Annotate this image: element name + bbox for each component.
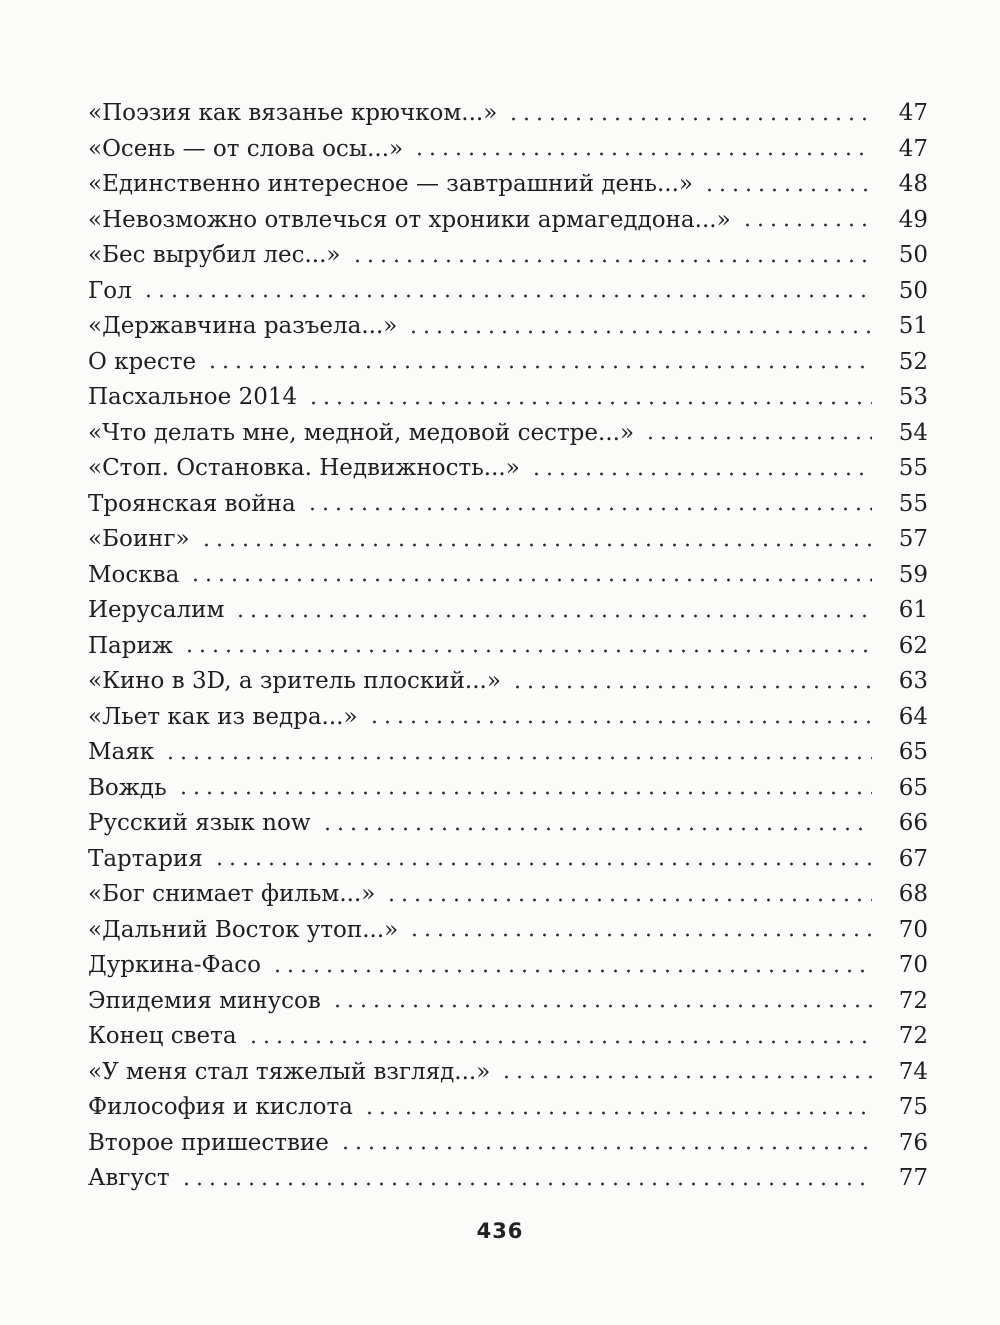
toc-entry — [88, 984, 928, 1020]
toc-entry-page: 51 — [898, 313, 928, 339]
toc-entry-title: «Что делать мне, медной, медовой сестре...» — [88, 419, 635, 446]
toc-entry-title: «Бес вырубил лес...» — [88, 242, 341, 268]
page-number: 436 — [476, 1219, 524, 1243]
toc-entry-title: «Боинг» — [88, 526, 190, 552]
toc-entry — [88, 238, 928, 274]
toc-entry-title: Иерусалим — [88, 597, 225, 623]
toc-entry-title: «Единственно интересное — завтрашний день...» — [88, 171, 693, 197]
toc-entry-title: «У меня стал тяжелый взгляд...» — [88, 1058, 491, 1085]
toc-entry — [88, 842, 928, 878]
dot-leader — [339, 1146, 872, 1150]
toc-entry-page: 47 — [898, 135, 928, 162]
toc-entry — [88, 132, 928, 168]
dot-leader — [408, 933, 872, 937]
toc-entry-page: 50 — [898, 277, 928, 304]
toc-entry-page: 74 — [898, 1058, 928, 1085]
toc-entry-title: Пасхальное 2014 — [88, 384, 298, 410]
toc-entry-page: 54 — [898, 419, 928, 446]
toc-entry-page: 68 — [898, 881, 928, 907]
toc-entry-page: 61 — [898, 597, 928, 623]
toc-entry-title: Второе пришествие — [88, 1129, 329, 1156]
toc-entry-title: «Державчина разъела...» — [88, 313, 398, 339]
toc-entry-page: 50 — [898, 242, 928, 268]
toc-entry-page: 47 — [898, 100, 928, 126]
dot-leader — [234, 614, 872, 618]
dot-leader — [703, 188, 872, 192]
dot-leader — [306, 507, 872, 511]
toc-entry-title: «Бог снимает фильм...» — [88, 881, 376, 907]
dot-leader — [200, 543, 872, 547]
toc-entry-title: Вождь — [88, 774, 167, 801]
toc-entry — [88, 203, 928, 239]
toc-entry-page: 52 — [898, 348, 928, 375]
toc-entry — [88, 913, 928, 949]
toc-entry-page: 63 — [898, 668, 928, 694]
toc-entry-page: 66 — [898, 810, 928, 836]
toc-entry-title: «Льет как из ведра...» — [88, 703, 358, 730]
toc-entry-page: 70 — [898, 952, 928, 978]
toc-entry-title: Париж — [88, 632, 173, 659]
toc-entry — [88, 877, 928, 913]
toc-entry — [88, 416, 928, 452]
toc-entry — [88, 664, 928, 700]
dot-leader — [351, 259, 873, 263]
toc-entry — [88, 1126, 928, 1162]
toc-entry — [88, 948, 928, 984]
dot-leader — [413, 152, 872, 156]
dot-leader — [321, 827, 872, 831]
toc-entry-page: 76 — [898, 1129, 928, 1156]
toc-entry-title: Философия и кислота — [88, 1094, 353, 1120]
toc-entry-page: 53 — [898, 384, 928, 410]
toc-entry-page: 62 — [898, 632, 928, 659]
toc-entry — [88, 380, 928, 416]
toc-entry-title: Эпидемия минусов — [88, 987, 321, 1014]
toc-entry-title: Конец света — [88, 1023, 237, 1049]
toc-entry — [88, 274, 928, 310]
dot-leader — [385, 898, 872, 902]
toc-entry-page: 72 — [898, 1023, 928, 1049]
toc-entry — [88, 771, 928, 807]
toc-entry — [88, 1019, 928, 1055]
toc-entry-page: 67 — [898, 845, 928, 872]
dot-leader — [741, 223, 872, 227]
dot-leader — [530, 472, 872, 476]
dot-leader — [507, 117, 872, 121]
toc-entry — [88, 806, 928, 842]
toc-entry — [88, 451, 928, 487]
toc-entry — [88, 487, 928, 523]
toc-entry — [88, 735, 928, 771]
toc-entry-page: 64 — [898, 703, 928, 730]
toc-entry — [88, 1161, 928, 1197]
dot-leader — [213, 862, 872, 866]
dot-leader — [307, 401, 872, 405]
toc-entry-page: 55 — [898, 455, 928, 481]
dot-leader — [247, 1040, 872, 1044]
toc-entry-title: «Стоп. Остановка. Недвижность...» — [88, 455, 520, 481]
dot-leader — [164, 756, 872, 760]
dot-leader — [189, 578, 872, 582]
toc-entry — [88, 167, 928, 203]
toc-entry-page: 57 — [898, 526, 928, 552]
toc-entry-title: «Осень — от слова осы...» — [88, 135, 404, 162]
toc-entry-title: «Поэзия как вязанье крючком...» — [88, 100, 498, 126]
toc-entry — [88, 700, 928, 736]
toc-entry-title: Август — [88, 1165, 170, 1191]
toc-entry-title: Москва — [88, 561, 180, 588]
toc-entry-title: Тартария — [88, 845, 203, 872]
dot-leader — [142, 294, 872, 298]
toc-entry — [88, 522, 928, 558]
dot-leader — [644, 436, 872, 440]
toc-entry-page: 77 — [898, 1165, 928, 1191]
table-of-contents — [88, 96, 928, 1197]
dot-leader — [180, 1182, 872, 1186]
toc-entry-page: 55 — [898, 490, 928, 517]
toc-entry-title: Русский язык now — [88, 810, 311, 836]
toc-entry-title: Дуркина-Фасо — [88, 952, 262, 978]
dot-leader — [177, 791, 872, 795]
toc-entry — [88, 1055, 928, 1091]
toc-entry-title: Гол — [88, 277, 132, 304]
toc-entry-title: «Дальний Восток утоп...» — [88, 916, 399, 943]
dot-leader — [407, 330, 872, 334]
toc-entry-title: «Кино в 3D, а зритель плоский...» — [88, 668, 501, 694]
toc-entry-title: «Невозможно отвлечься от хроники армагеддона...» — [88, 206, 731, 233]
toc-entry — [88, 96, 928, 132]
toc-entry — [88, 593, 928, 629]
dot-leader — [368, 720, 872, 724]
dot-leader — [271, 969, 872, 973]
toc-entry-page: 75 — [898, 1094, 928, 1120]
toc-entry-title: Маяк — [88, 739, 155, 765]
toc-entry — [88, 345, 928, 381]
toc-entry-page: 72 — [898, 987, 928, 1014]
toc-entry — [88, 629, 928, 665]
toc-entry-page: 70 — [898, 916, 928, 943]
dot-leader — [183, 649, 872, 653]
toc-entry-page: 65 — [898, 774, 928, 801]
toc-entry-title: О кресте — [88, 348, 197, 375]
toc-entry — [88, 1090, 928, 1126]
toc-entry-title: Троянская война — [88, 490, 296, 517]
toc-entry-page: 48 — [898, 171, 928, 197]
toc-entry-page: 65 — [898, 739, 928, 765]
toc-entry — [88, 309, 928, 345]
toc-entry — [88, 558, 928, 594]
dot-leader — [363, 1111, 872, 1115]
dot-leader — [511, 685, 872, 689]
dot-leader — [500, 1075, 872, 1079]
toc-entry-page: 49 — [898, 206, 928, 233]
toc-entry-page: 59 — [898, 561, 928, 588]
dot-leader — [331, 1004, 872, 1008]
dot-leader — [206, 365, 872, 369]
